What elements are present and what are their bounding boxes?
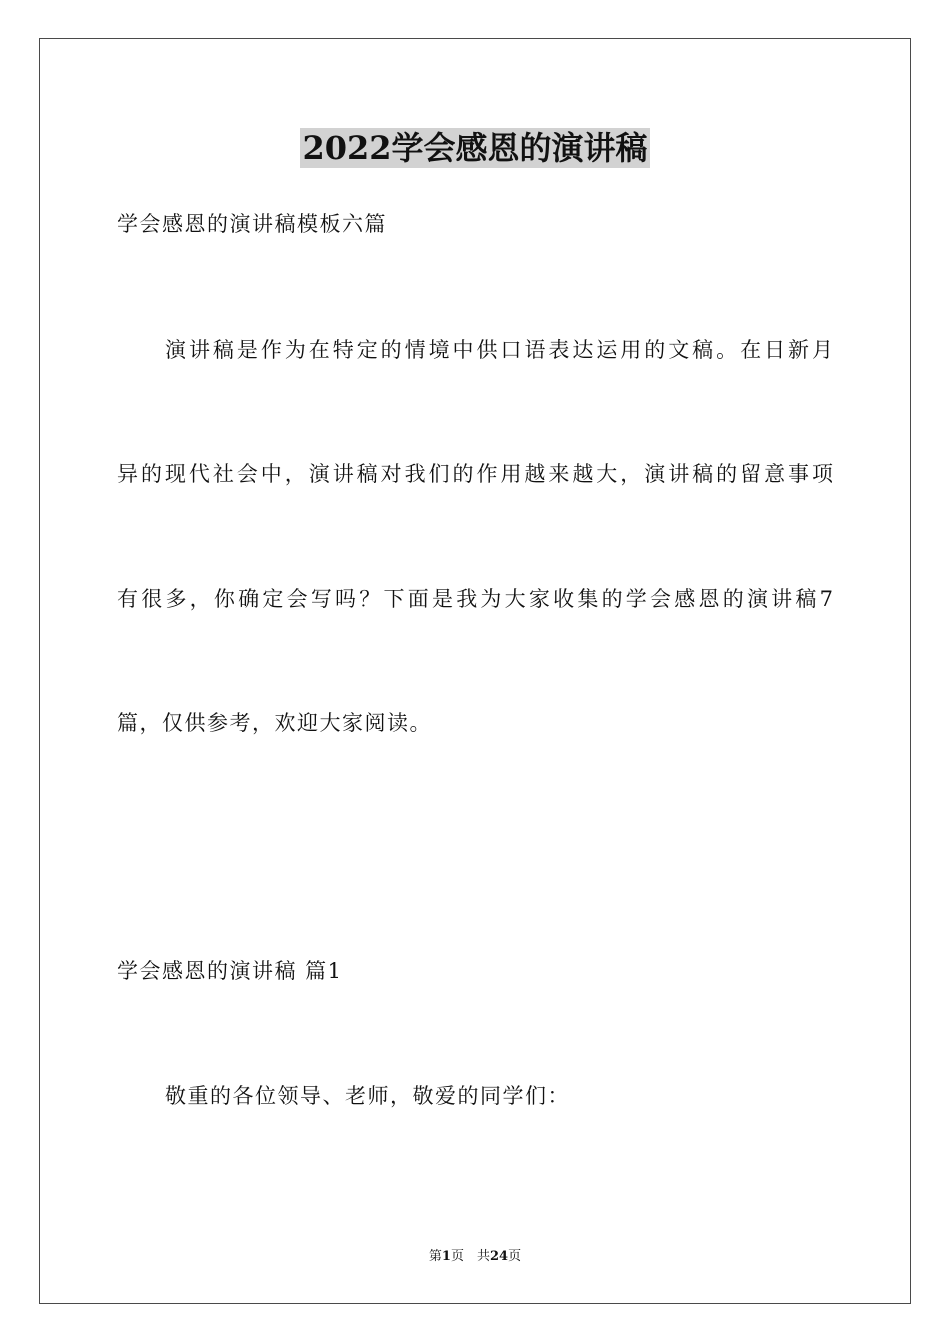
footer-page-total: 24 xyxy=(489,1249,509,1264)
footer-page-suffix: 页 xyxy=(508,1249,522,1264)
intro-line-1: 演讲稿是作为在特定的情境中供口语表达运用的文稿。在日新月 xyxy=(165,338,833,362)
footer-page-current: 1 xyxy=(441,1249,451,1264)
page-footer xyxy=(0,1248,950,1266)
intro-line-4: 篇，仅供参考，欢迎大家阅读。 xyxy=(117,711,432,735)
intro-line-3: 有很多，你确定会写吗？下面是我为大家收集的学会感恩的演讲稿7 xyxy=(117,587,833,611)
title-container xyxy=(0,128,950,168)
document-title: 2022学会感恩的演讲稿 xyxy=(302,129,648,167)
intro-line-2: 异的现代社会中，演讲稿对我们的作用越来越大，演讲稿的留意事项 xyxy=(117,462,833,486)
footer-page-prefix: 第 xyxy=(428,1249,442,1264)
document-subtitle: 学会感恩的演讲稿模板六篇 xyxy=(117,212,387,236)
footer-page-mid: 页 共 xyxy=(450,1249,490,1264)
salutation: 敬重的各位领导、老师，敬爱的同学们： xyxy=(165,1084,570,1108)
section-heading: 学会感恩的演讲稿 篇1 xyxy=(117,959,343,983)
